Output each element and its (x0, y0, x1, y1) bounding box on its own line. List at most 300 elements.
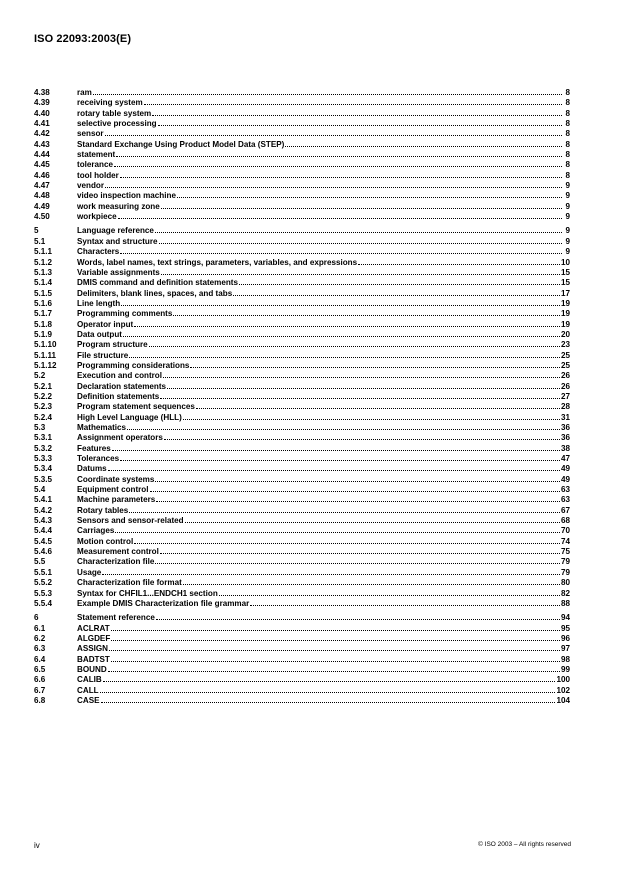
toc-entry[interactable] (34, 381, 570, 391)
toc-entry-title: Programming considerations (77, 360, 190, 370)
toc-entry-number: 6.8 (34, 695, 46, 705)
toc-dot-leader (129, 350, 560, 358)
toc-entry-title: ASSIGN (77, 644, 109, 654)
toc-entry-title: CASE (77, 695, 100, 705)
toc-entry[interactable] (34, 180, 570, 190)
toc-entry-title: BOUND (77, 664, 107, 674)
toc-dot-leader (196, 401, 560, 409)
toc-dot-leader (127, 422, 560, 430)
toc-entry[interactable] (34, 515, 570, 525)
toc-entry-page: 26 (560, 371, 570, 381)
toc-entry[interactable] (34, 236, 570, 246)
toc-entry-page: 74 (560, 536, 570, 546)
toc-entry[interactable] (34, 201, 570, 211)
toc-dot-leader (108, 664, 560, 672)
toc-entry-page: 25 (560, 360, 570, 370)
toc-dot-leader (115, 525, 560, 533)
toc-entry[interactable] (34, 360, 570, 370)
toc-dot-leader (112, 443, 560, 451)
toc-entry-title: Characters (77, 247, 120, 257)
toc-entry-page: 79 (560, 557, 570, 567)
toc-entry-title: Mathematics (77, 423, 127, 432)
toc-section-group (34, 612, 570, 705)
toc-dot-leader (114, 159, 562, 167)
toc-entry[interactable] (34, 654, 570, 664)
toc-dot-leader (111, 654, 560, 662)
toc-entry-page: 36 (560, 433, 570, 443)
toc-entry-title: Measurement control (77, 547, 159, 557)
toc-entry-number: 6.3 (34, 644, 46, 654)
toc-entry-number: 5.1.4 (34, 278, 53, 288)
toc-dot-leader (121, 298, 560, 306)
toc-entry-page: 10 (560, 257, 570, 267)
toc-entry-number: 6.7 (34, 685, 46, 695)
toc-entry-page: 75 (560, 547, 570, 557)
toc-entry-page: 63 (560, 495, 570, 505)
toc-entry-page: 70 (560, 526, 570, 536)
toc-entry-page: 23 (560, 340, 570, 350)
toc-entry-page: 20 (560, 329, 570, 339)
toc-dot-leader (129, 505, 560, 513)
toc-entry[interactable] (34, 267, 570, 277)
toc-dot-leader (285, 139, 562, 147)
toc-entry-number: 4.50 (34, 212, 50, 222)
toc-entry[interactable] (34, 87, 570, 97)
toc-entry-title: Carriages (77, 526, 115, 536)
toc-entry[interactable] (34, 277, 570, 287)
toc-entry-page: 88 (560, 598, 570, 608)
toc-dot-leader (105, 180, 562, 188)
toc-entry[interactable] (34, 118, 570, 128)
toc-entry[interactable] (34, 412, 570, 422)
toc-entry-number: 4.48 (34, 191, 50, 201)
toc-entry[interactable] (34, 246, 570, 256)
toc-entry-number: 4.49 (34, 201, 50, 211)
toc-entry-number: 5.1.12 (34, 360, 57, 370)
toc-entry-page: 8 (565, 170, 570, 180)
toc-entry[interactable] (34, 298, 570, 308)
toc-entry-number: 4.40 (34, 108, 50, 118)
toc-entry[interactable] (34, 288, 570, 298)
toc-dot-leader (102, 567, 560, 575)
toc-entry-page: 15 (560, 278, 570, 288)
toc-entry-number: 5.4.5 (34, 536, 53, 546)
toc-entry[interactable] (34, 443, 570, 453)
toc-entry-title: Operator input (77, 319, 134, 329)
toc-entry-number: 5.2.3 (34, 402, 53, 412)
toc-dot-leader (111, 623, 560, 631)
toc-dot-leader (155, 556, 560, 564)
toc-entry-page: 8 (565, 88, 570, 97)
toc-dot-leader (109, 643, 560, 651)
toc-entry[interactable] (34, 319, 570, 329)
toc-dot-leader (152, 108, 562, 116)
toc-entry-number: 5.2.2 (34, 391, 53, 401)
toc-entry-number: 6 (34, 613, 39, 623)
toc-dot-leader (167, 381, 560, 389)
toc-entry-title: ALGDEF (77, 633, 111, 643)
toc-entry-title: statement (77, 150, 116, 160)
toc-entry[interactable] (34, 588, 570, 598)
toc-entry-number: 5.1.3 (34, 267, 53, 277)
toc-dot-leader (233, 288, 560, 296)
toc-entry-page: 49 (560, 474, 570, 484)
toc-entry-page: 28 (560, 402, 570, 412)
toc-entry-title: Words, label names, text strings, parameters, variables, and expressions (77, 257, 358, 267)
toc-entry-number: 5.3.5 (34, 474, 53, 484)
toc-entry-title: BADTST (77, 654, 110, 664)
toc-entry[interactable] (34, 432, 570, 442)
toc-entry-page: 9 (565, 201, 570, 211)
toc-entry-number: 5.1.8 (34, 319, 53, 329)
toc-entry-title: Program statement sequences (77, 402, 195, 412)
toc-entry[interactable] (34, 577, 570, 587)
toc-entry[interactable] (34, 190, 570, 200)
toc-dot-leader (100, 685, 556, 693)
toc-entry-title: ACLRAT (77, 623, 110, 633)
toc-entry-title: video inspection machine (77, 191, 176, 201)
toc-entry[interactable] (34, 664, 570, 674)
toc-entry-page: 67 (560, 505, 570, 515)
toc-dot-leader (164, 432, 560, 440)
toc-dot-leader (120, 246, 562, 254)
toc-dot-leader (134, 319, 560, 327)
toc-entry-number: 5.1 (34, 236, 46, 246)
toc-entry[interactable] (34, 674, 570, 684)
toc-entry-title: Usage (77, 567, 102, 577)
toc-dot-leader (219, 588, 560, 596)
toc-entry-title: Statement reference (77, 613, 155, 623)
toc-dot-leader (101, 695, 556, 703)
toc-entry[interactable] (34, 329, 570, 339)
toc-entry[interactable] (34, 159, 570, 169)
toc-entry-page: 82 (560, 588, 570, 598)
toc-entry-page: 9 (565, 191, 570, 201)
toc-dot-leader (159, 236, 562, 244)
toc-entry-title: Coordinate systems (77, 474, 155, 484)
toc-section-group (34, 87, 570, 221)
toc-entry-number: 5.3.3 (34, 454, 53, 464)
toc-entry-title: vendor (77, 181, 104, 191)
toc-entry-number: 5.1.5 (34, 288, 53, 298)
toc-entry[interactable] (34, 139, 570, 149)
toc-entry-title: Declaration statements (77, 381, 167, 391)
toc-entry-number: 5.3.2 (34, 443, 53, 453)
toc-entry[interactable] (34, 149, 570, 159)
toc-entry-number: 5.2.1 (34, 381, 53, 391)
toc-entry-number: 5.5.2 (34, 578, 53, 588)
toc-entry[interactable] (34, 170, 570, 180)
toc-entry-page: 99 (560, 664, 570, 674)
toc-entry-page: 9 (565, 226, 570, 236)
toc-entry[interactable] (34, 612, 570, 622)
toc-dot-leader (111, 633, 560, 641)
toc-dot-leader (120, 453, 560, 461)
toc-entry-page: 8 (565, 160, 570, 170)
toc-entry-number: 5.1.11 (34, 350, 57, 360)
toc-entry[interactable] (34, 633, 570, 643)
toc-entry-number: 4.42 (34, 129, 50, 139)
toc-entry-title: Motion control (77, 536, 134, 546)
toc-entry-number: 5.1.9 (34, 329, 53, 339)
toc-dot-leader (161, 267, 560, 275)
toc-entry-number: 5.4.6 (34, 547, 53, 557)
copyright-notice: © ISO 2003 – All rights reserved (478, 841, 571, 848)
toc-entry[interactable] (34, 339, 570, 349)
toc-entry-title: Characterization file format (77, 578, 182, 588)
toc-entry-title: Language reference (77, 226, 154, 236)
toc-entry-page: 102 (556, 685, 570, 695)
toc-dot-leader (155, 474, 560, 482)
toc-entry-number: 4.43 (34, 139, 50, 149)
toc-entry[interactable] (34, 97, 570, 107)
toc-dot-leader (105, 128, 562, 136)
toc-entry-page: 19 (560, 309, 570, 319)
toc-entry-title: work measuring zone (77, 201, 160, 211)
document-header: ISO 22093:2003(E) (34, 33, 132, 45)
toc-entry[interactable] (34, 225, 570, 235)
toc-entry-page: 79 (560, 567, 570, 577)
toc-entry[interactable] (34, 484, 570, 494)
toc-dot-leader (173, 308, 560, 316)
toc-entry-page: 17 (560, 288, 570, 298)
toc-entry-number: 5 (34, 226, 39, 236)
toc-entry[interactable] (34, 546, 570, 556)
toc-entry-number: 5.4 (34, 485, 46, 495)
toc-entry[interactable] (34, 453, 570, 463)
toc-entry-page: 96 (560, 633, 570, 643)
toc-entry-page: 49 (560, 464, 570, 474)
toc-entry-title: CALIB (77, 675, 102, 685)
toc-entry[interactable] (34, 108, 570, 118)
toc-entry[interactable] (34, 350, 570, 360)
toc-entry-title: High Level Language (HLL) (77, 412, 182, 422)
toc-entry[interactable] (34, 308, 570, 318)
toc-entry-page: 8 (565, 98, 570, 108)
toc-entry-number: 5.2.4 (34, 412, 53, 422)
toc-entry-title: Datums (77, 464, 107, 474)
toc-entry-title: selective processing (77, 119, 157, 129)
toc-entry-title: workpiece (77, 212, 117, 222)
toc-dot-leader (183, 412, 560, 420)
toc-entry[interactable] (34, 598, 570, 608)
toc-entry-number: 5.1.7 (34, 309, 53, 319)
toc-entry-page: 8 (565, 129, 570, 139)
toc-dot-leader (250, 598, 560, 606)
toc-dot-leader (160, 546, 560, 554)
toc-entry-number: 5.2 (34, 371, 46, 381)
toc-entry[interactable] (34, 401, 570, 411)
toc-dot-leader (134, 536, 560, 544)
toc-entry-title: File structure (77, 350, 129, 360)
toc-entry-page: 9 (565, 247, 570, 257)
toc-entry-number: 5.4.3 (34, 516, 53, 526)
toc-entry-number: 4.41 (34, 119, 50, 129)
toc-entry-number: 6.2 (34, 633, 46, 643)
toc-entry-title: DMIS command and definition statements (77, 278, 238, 288)
toc-entry-number: 5.1.1 (34, 247, 53, 257)
toc-entry-number: 6.1 (34, 623, 46, 633)
toc-entry[interactable] (34, 685, 570, 695)
toc-entry[interactable] (34, 567, 570, 577)
toc-entry-number: 6.5 (34, 664, 46, 674)
toc-entry-number: 6.4 (34, 654, 46, 664)
table-of-contents (34, 87, 570, 709)
toc-entry-title: Example DMIS Characterization file grammar (77, 598, 250, 608)
toc-entry[interactable] (34, 474, 570, 484)
toc-dot-leader (160, 391, 560, 399)
toc-entry-title: Execution and control (77, 371, 162, 381)
toc-entry-title: Characterization file (77, 557, 155, 567)
toc-entry-number: 5.1.6 (34, 298, 53, 308)
toc-entry-title: Syntax for CHFIL1...ENDCH1 section (77, 588, 218, 598)
toc-entry-page: 31 (560, 412, 570, 422)
toc-entry-page: 104 (556, 695, 570, 705)
toc-entry-title: Programming comments (77, 309, 173, 319)
toc-entry-title: Assignment operators (77, 433, 163, 443)
toc-entry-title: Rotary tables (77, 505, 129, 515)
toc-entry[interactable] (34, 536, 570, 546)
toc-dot-leader (158, 118, 562, 126)
toc-entry-title: Machine parameters (77, 495, 156, 505)
toc-entry-title: Features (77, 443, 111, 453)
toc-dot-leader (190, 360, 560, 368)
toc-entry[interactable] (34, 391, 570, 401)
toc-entry[interactable] (34, 211, 570, 221)
toc-entry-page: 26 (560, 381, 570, 391)
toc-dot-leader (156, 612, 560, 620)
toc-dot-leader (150, 484, 560, 492)
toc-entry-number: 5.4.1 (34, 495, 53, 505)
toc-entry-title: tolerance (77, 160, 113, 170)
toc-entry-page: 80 (560, 578, 570, 588)
toc-dot-leader (149, 339, 560, 347)
toc-entry[interactable] (34, 643, 570, 653)
toc-dot-leader (108, 463, 560, 471)
toc-entry-title: Data output (77, 329, 122, 339)
toc-entry-page: 8 (565, 119, 570, 129)
toc-dot-leader (103, 674, 556, 682)
toc-dot-leader (156, 494, 560, 502)
toc-entry-page: 98 (560, 654, 570, 664)
toc-entry[interactable] (34, 525, 570, 535)
page-number: iv (34, 841, 40, 850)
toc-entry[interactable] (34, 505, 570, 515)
toc-entry-page: 19 (560, 319, 570, 329)
toc-entry-number: 4.38 (34, 88, 50, 97)
toc-entry-page: 9 (565, 212, 570, 222)
toc-entry[interactable] (34, 422, 570, 432)
toc-dot-leader (239, 277, 560, 285)
toc-entry-number: 6.6 (34, 675, 46, 685)
toc-entry-number: 5.1.2 (34, 257, 53, 267)
toc-entry[interactable] (34, 257, 570, 267)
toc-entry-number: 4.45 (34, 160, 50, 170)
toc-entry-page: 94 (560, 613, 570, 623)
toc-entry-number: 5.5.3 (34, 588, 53, 598)
toc-entry-page: 38 (560, 443, 570, 453)
toc-entry-title: Standard Exchange Using Product Model Data (STEP) (77, 139, 285, 149)
toc-entry-page: 47 (560, 454, 570, 464)
toc-entry-title: receiving system (77, 98, 143, 108)
toc-dot-leader (161, 201, 562, 209)
toc-entry-page: 68 (560, 516, 570, 526)
toc-entry-title: Equipment control (77, 485, 149, 495)
toc-entry-page: 8 (565, 108, 570, 118)
toc-entry[interactable] (34, 494, 570, 504)
toc-entry-number: 5.3 (34, 423, 46, 432)
toc-dot-leader (177, 190, 562, 198)
toc-dot-leader (144, 97, 562, 105)
toc-entry-title: Definition statements (77, 391, 160, 401)
toc-entry-title: rotary table system (77, 108, 152, 118)
toc-dot-leader (123, 329, 560, 337)
toc-entry-title: CALL (77, 685, 99, 695)
toc-entry-title: tool holder (77, 170, 119, 180)
toc-entry-number: 5.5 (34, 557, 46, 567)
toc-entry[interactable] (34, 463, 570, 473)
toc-entry-page: 8 (565, 150, 570, 160)
toc-dot-leader (120, 170, 562, 178)
toc-entry-title: Program structure (77, 340, 148, 350)
toc-entry-title: Line length (77, 298, 121, 308)
toc-entry-page: 100 (556, 675, 570, 685)
toc-entry-title: Syntax and structure (77, 236, 158, 246)
toc-entry-title: sensor (77, 129, 104, 139)
toc-entry[interactable] (34, 128, 570, 138)
toc-entry-page: 8 (565, 139, 570, 149)
toc-entry-page: 9 (565, 181, 570, 191)
toc-entry-title: Delimiters, blank lines, spaces, and tabs (77, 288, 233, 298)
toc-entry-title: Tolerances (77, 454, 120, 464)
toc-entry-number: 4.44 (34, 150, 50, 160)
toc-entry-number: 5.1.10 (34, 340, 57, 350)
toc-dot-leader (185, 515, 560, 523)
toc-entry-number: 4.47 (34, 181, 50, 191)
toc-entry-number: 4.46 (34, 170, 50, 180)
toc-entry-page: 25 (560, 350, 570, 360)
toc-entry-number: 5.5.1 (34, 567, 53, 577)
toc-entry-title: Sensors and sensor-related (77, 516, 184, 526)
toc-entry-page: 27 (560, 391, 570, 401)
toc-entry-title: Variable assignments (77, 267, 160, 277)
toc-dot-leader (163, 370, 560, 378)
toc-dot-leader (116, 149, 562, 157)
toc-entry-title: ram (77, 88, 92, 97)
toc-entry-page: 9 (565, 236, 570, 246)
toc-entry[interactable] (34, 695, 570, 705)
toc-dot-leader (183, 577, 560, 585)
toc-entry[interactable] (34, 556, 570, 566)
toc-section-group (34, 225, 570, 608)
toc-entry-page: 63 (560, 485, 570, 495)
toc-entry[interactable] (34, 623, 570, 633)
toc-entry-number: 5.3.4 (34, 464, 53, 474)
toc-entry-number: 5.4.4 (34, 526, 53, 536)
toc-dot-leader (155, 225, 562, 233)
toc-dot-leader (358, 257, 560, 265)
toc-entry[interactable] (34, 370, 570, 380)
page-footer (34, 841, 571, 850)
toc-entry-number: 5.5.4 (34, 598, 53, 608)
toc-entry-number: 5.4.2 (34, 505, 53, 515)
toc-entry-number: 4.39 (34, 98, 50, 108)
toc-entry-page: 19 (560, 298, 570, 308)
toc-entry-page: 15 (560, 267, 570, 277)
toc-entry-page: 97 (560, 644, 570, 654)
toc-entry-number: 5.3.1 (34, 433, 53, 443)
toc-dot-leader (93, 87, 562, 95)
